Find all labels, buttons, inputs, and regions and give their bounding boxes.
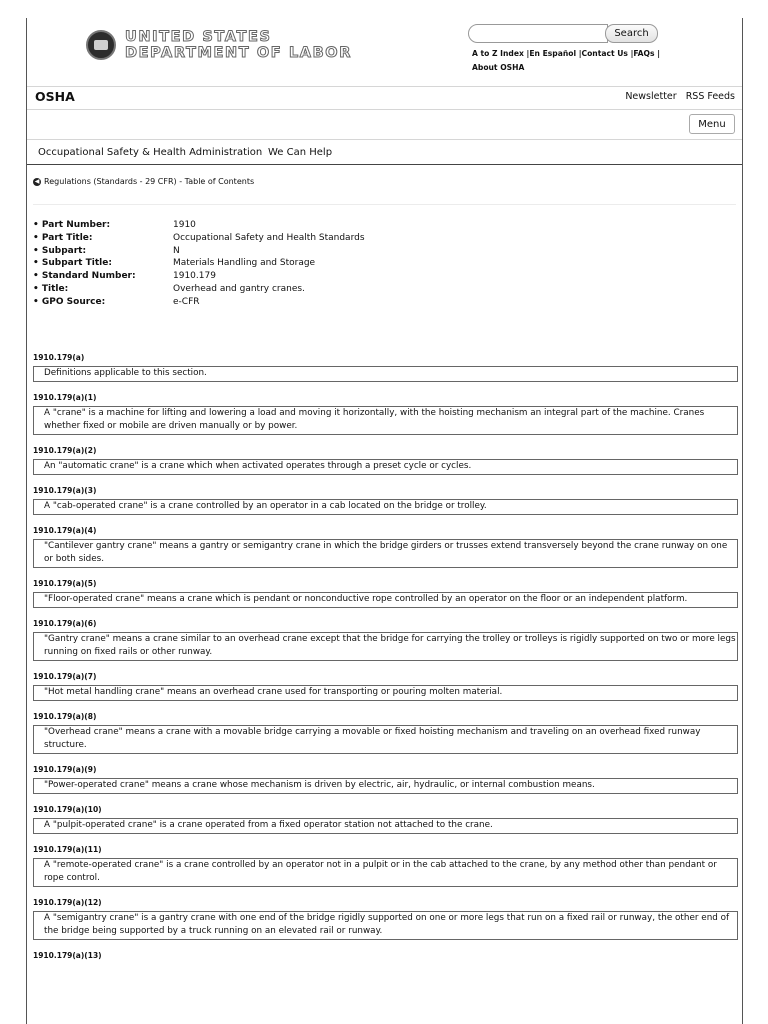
agency-logo-text[interactable]: [125, 29, 352, 61]
section-item: [33, 765, 738, 794]
section-text: "Cantilever gantry crane" means a gantry or semigantry crane in which the bridge girders or trusses extend transversely beyond the crane runway on one or both sides.: [33, 539, 738, 568]
standard-metadata: [33, 219, 365, 309]
section-id[interactable]: 1910.179(a)(5): [33, 579, 97, 588]
section-item: [33, 898, 738, 940]
section-item: [33, 353, 738, 382]
agency-line2: DEPARTMENT OF LABOR: [125, 45, 352, 61]
section-text: "Floor-operated crane" means a crane which is pendant or nonconductive rope controlled by an operator on the floor or an independent platform.: [33, 592, 738, 608]
menu-button[interactable]: Menu: [689, 114, 735, 134]
link-separator: |: [657, 49, 660, 58]
section-item: [33, 951, 738, 961]
link-separator: |: [526, 49, 530, 58]
meta-value: Materials Handling and Storage: [173, 258, 316, 269]
search-input[interactable]: [468, 24, 608, 43]
meta-row: [33, 283, 365, 296]
section-text: "Overhead crane" means a crane with a movable bridge carrying a movable or fixed hoisting mechanism and traveling on an overhead fixed runway structure.: [33, 725, 738, 754]
section-id[interactable]: 1910.179(a)(10): [33, 805, 102, 814]
section-text: "Gantry crane" means a crane similar to an overhead crane except that the bridge for carrying the trolley or trolleys is rigidly supported on two or more legs running on fixed rails or other runway.: [33, 632, 738, 661]
section-id[interactable]: 1910.179(a)(12): [33, 898, 102, 907]
section-item: [33, 393, 738, 435]
meta-row: [33, 232, 365, 245]
newsletter-link[interactable]: Newsletter: [625, 91, 677, 102]
section-id[interactable]: 1910.179(a)(1): [33, 393, 97, 402]
meta-value: 1910: [173, 220, 196, 230]
section-text: A "pulpit-operated crane" is a crane operated from a fixed operator station not attached to the crane.: [33, 818, 738, 834]
meta-key: • Subpart:: [33, 245, 87, 256]
section-item: [33, 486, 738, 515]
link-separator: |: [630, 49, 634, 58]
section-text: A "semigantry crane" is a gantry crane with one end of the bridge rigidly supported on one or more legs that run on a fixed rail or runway, the other end of the bridge being supported by a truck running on an elevated rail or runway.: [33, 911, 738, 940]
section-text: "Power-operated crane" means a crane whose mechanism is driven by electric, air, hydraulic, or internal combustion means.: [33, 778, 738, 794]
section-item: [33, 845, 738, 887]
meta-value: 1910.179: [173, 271, 216, 282]
section-id[interactable]: 1910.179(a)(13): [33, 951, 102, 960]
search-button[interactable]: Search: [605, 24, 658, 43]
page: [26, 18, 743, 1024]
link-separator: |: [578, 49, 582, 58]
nav-divider: [27, 164, 742, 165]
section-id[interactable]: 1910.179(a)(4): [33, 526, 97, 535]
section-id[interactable]: 1910.179(a)(11): [33, 845, 102, 854]
regulation-sections: [33, 353, 738, 972]
circle-arrow-left-icon: ◀: [34, 177, 40, 185]
section-id[interactable]: 1910.179(a): [33, 353, 85, 362]
section-id[interactable]: 1910.179(a)(3): [33, 486, 97, 495]
top-links: [472, 47, 682, 75]
meta-key: • GPO Source:: [33, 296, 106, 307]
breadcrumb[interactable]: [33, 177, 254, 186]
meta-value: Occupational Safety and Health Standards: [173, 232, 365, 243]
meta-key: • Part Number:: [33, 220, 111, 230]
meta-key: • Standard Number:: [33, 271, 136, 282]
osha-title[interactable]: OSHA: [35, 89, 75, 104]
agency-line1: UNITED STATES: [125, 29, 272, 45]
rss-feeds-link[interactable]: RSS Feeds: [685, 91, 735, 102]
section-text: A "cab-operated crane" is a crane controlled by an operator in a cab located on the bridge or trolley.: [33, 499, 738, 515]
espanol-link[interactable]: En Español: [529, 49, 577, 58]
section-item: [33, 526, 738, 568]
menu-row: [27, 110, 742, 139]
section-item: [33, 672, 738, 701]
section-id[interactable]: 1910.179(a)(9): [33, 765, 97, 774]
faqs-link[interactable]: FAQs: [633, 49, 655, 58]
meta-value: N: [173, 245, 180, 256]
section-item: [33, 619, 738, 661]
meta-key: • Part Title:: [33, 232, 93, 243]
divider: [33, 204, 736, 205]
section-text: A "crane" is a machine for lifting and lowering a load and moving it horizontally, with the hoisting mechanism an integral part of the machine. Cranes whether fixed or mobile are driven manually or by power.: [33, 406, 738, 435]
meta-row: [33, 270, 365, 283]
osha-links: [619, 91, 735, 102]
meta-key: • Subpart Title:: [33, 258, 112, 269]
section-text: "Hot metal handling crane" means an overhead crane used for transporting or pouring molten material.: [33, 685, 738, 701]
section-item: [33, 805, 738, 834]
section-text: A "remote-operated crane" is a crane controlled by an operator not in a pulpit or in the cab attached to the crane, by any method other than pendant or rope control.: [33, 858, 738, 887]
meta-row: [33, 296, 365, 309]
section-text: Definitions applicable to this section.: [33, 366, 738, 382]
meta-row: [33, 257, 365, 270]
nav-item-osha[interactable]: Occupational Safety & Health Administration: [38, 147, 263, 158]
about-osha-link[interactable]: About OSHA: [472, 63, 525, 72]
section-id[interactable]: 1910.179(a)(8): [33, 712, 97, 721]
section-item: [33, 446, 738, 475]
section-id[interactable]: 1910.179(a)(6): [33, 619, 97, 628]
breadcrumb-text: Regulations (Standards - 29 CFR) - Table of Contents: [44, 177, 255, 186]
section-text: An "automatic crane" is a crane which when activated operates through a preset cycle or cycles.: [33, 459, 738, 475]
meta-value: Overhead and gantry cranes.: [173, 283, 305, 294]
main-nav: [27, 140, 742, 164]
contact-link[interactable]: Contact Us: [581, 49, 628, 58]
section-id[interactable]: 1910.179(a)(2): [33, 446, 97, 455]
section-item: [33, 579, 738, 608]
osha-bar: [27, 87, 742, 109]
meta-row: [33, 219, 365, 232]
meta-value: e-CFR: [173, 296, 200, 307]
top-header: [27, 18, 742, 86]
nav-item-we-can-help[interactable]: We Can Help: [268, 147, 333, 158]
a-to-z-link[interactable]: A to Z Index: [472, 49, 524, 58]
dol-seal-icon[interactable]: [86, 30, 116, 60]
meta-key: • Title:: [33, 283, 69, 294]
section-id[interactable]: 1910.179(a)(7): [33, 672, 97, 681]
section-item: [33, 712, 738, 754]
meta-row: [33, 245, 365, 258]
